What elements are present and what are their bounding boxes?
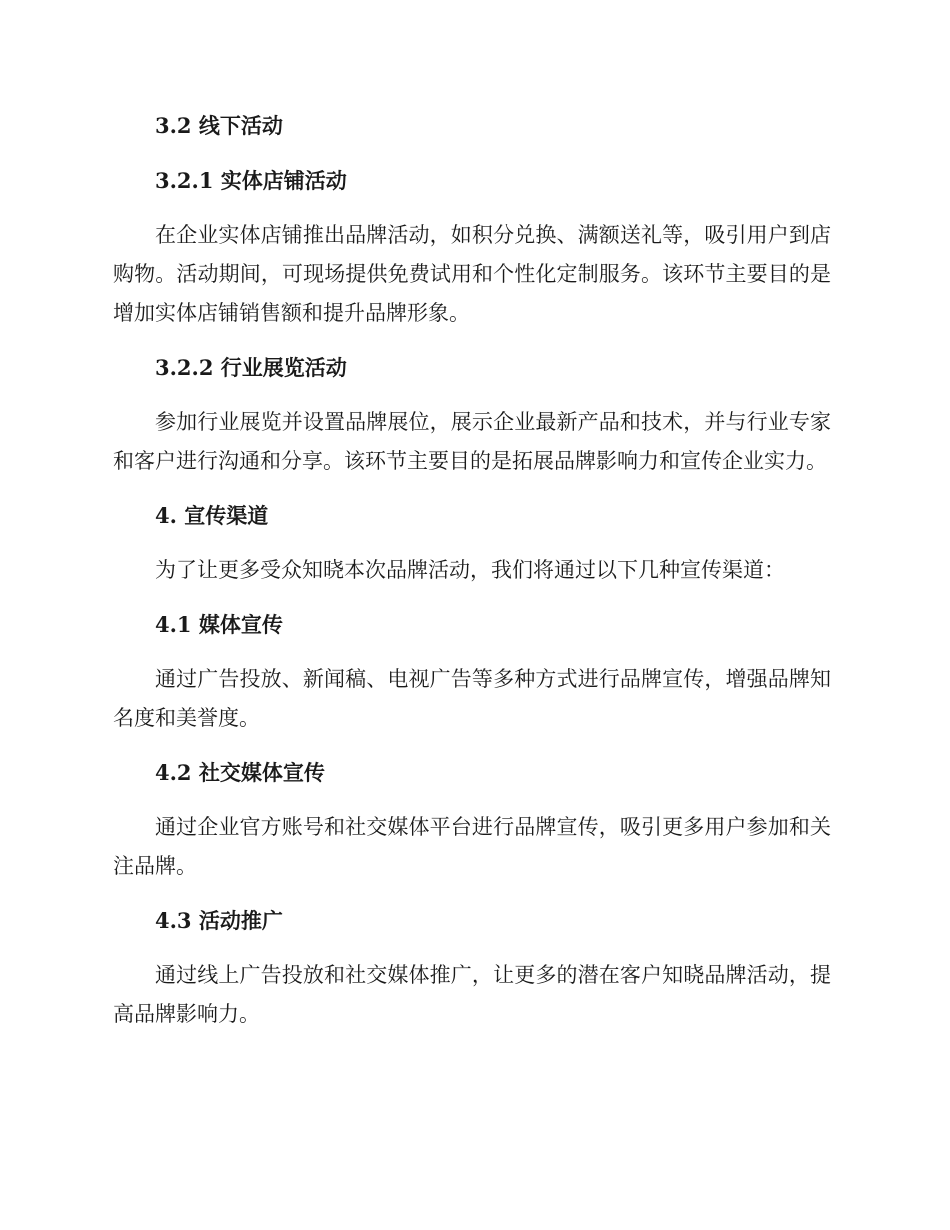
section-heading-4-1: 4.1 媒体宣传 <box>155 612 283 637</box>
section-heading-4: 4. 宣传渠道 <box>155 503 269 528</box>
section-heading-3-2: 3.2 线下活动 <box>155 113 283 138</box>
section-heading-3-2-2: 3.2.2 行业展览活动 <box>155 355 347 380</box>
section-heading-3-2-1: 3.2.1 实体店铺活动 <box>155 168 347 193</box>
paragraph-store-activity: 在企业实体店铺推出品牌活动，如积分兑换、满额送礼等，吸引用户到店购物。活动期间，可现场提供免费试用和个性化定制服务。该环节主要目的是增加实体店铺销售额和提升品牌形象。 <box>113 223 831 325</box>
paragraph-channels-intro: 为了让更多受众知晓本次品牌活动，我们将通过以下几种宣传渠道： <box>155 558 785 582</box>
paragraph-exhibition-activity: 参加行业展览并设置品牌展位，展示企业最新产品和技术，并与行业专家和客户进行沟通和分享。该环节主要目的是拓展品牌影响力和宣传企业实力。 <box>113 410 831 473</box>
section-heading-4-3: 4.3 活动推广 <box>155 908 283 933</box>
section-heading-4-2: 4.2 社交媒体宣传 <box>155 760 325 785</box>
document-page <box>113 106 831 1049</box>
paragraph-media-promotion: 通过广告投放、新闻稿、电视广告等多种方式进行品牌宣传，增强品牌知名度和美誉度。 <box>113 667 831 730</box>
paragraph-social-media-promotion: 通过企业官方账号和社交媒体平台进行品牌宣传，吸引更多用户参加和关注品牌。 <box>113 815 831 878</box>
paragraph-event-promotion: 通过线上广告投放和社交媒体推广，让更多的潜在客户知晓品牌活动，提高品牌影响力。 <box>113 963 831 1026</box>
